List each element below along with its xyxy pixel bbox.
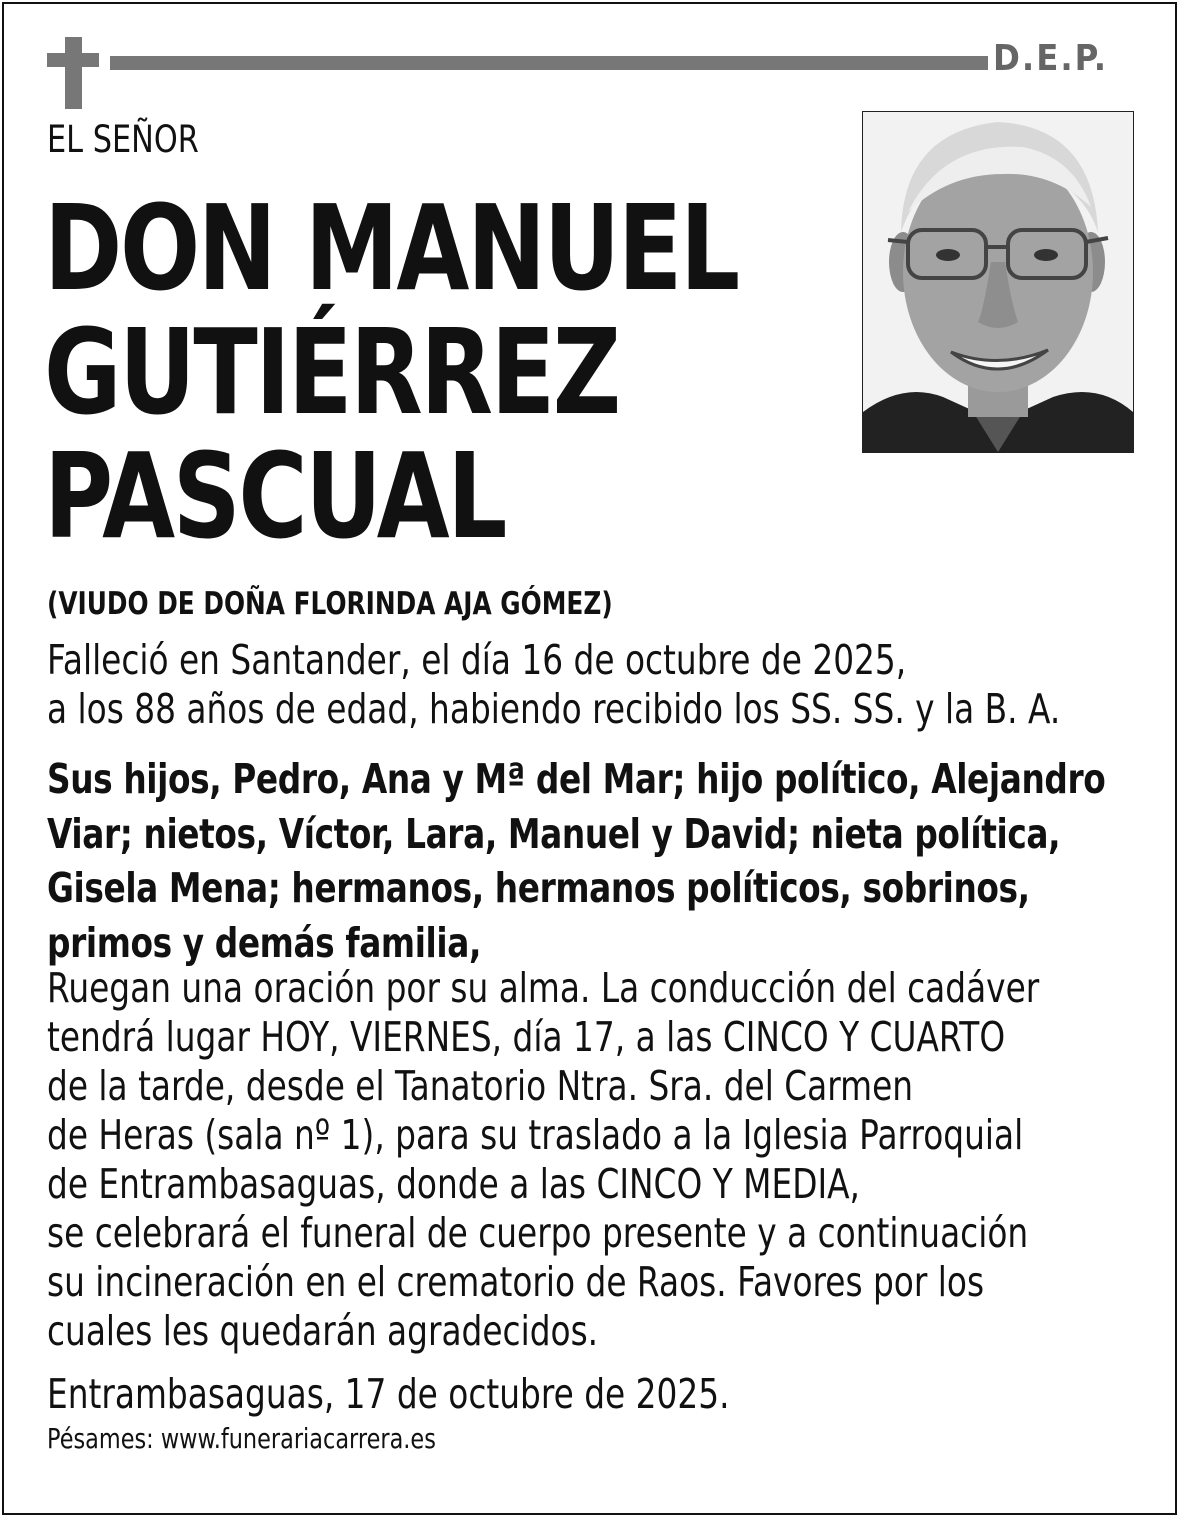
family-paragraph xyxy=(47,752,1105,970)
text-line: su incineración en el crematorio de Raos. Favores por los xyxy=(47,1258,985,1306)
text-line: Sus hijos, Pedro, Ana y Mª del Mar; hijo político, Alejandro xyxy=(47,755,1106,803)
text-line: cuales les quedarán agradecidos. xyxy=(47,1307,599,1355)
place-date: Entrambasaguas, 17 de octubre de 2025. xyxy=(47,1370,730,1418)
text-line: de Entrambasaguas, donde a las CINCO Y MEDIA, xyxy=(47,1160,860,1208)
name-line: DON MANUEL xyxy=(44,179,738,317)
text-line: se celebrará el funeral de cuerpo presente y a continuación xyxy=(47,1209,1029,1257)
cross-icon xyxy=(47,37,99,109)
text-line: de la tarde, desde el Tanatorio Ntra. Sra. del Carmen xyxy=(47,1062,914,1110)
text-line: Ruegan una oración por su alma. La conducción del cadáver xyxy=(47,964,1040,1012)
ceremony-paragraph xyxy=(47,964,1039,1356)
dep-label: D.E.P. xyxy=(993,38,1109,79)
portrait-photo xyxy=(862,111,1134,453)
text-line: tendrá lugar HOY, VIERNES, día 17, a las CINCO Y CUARTO xyxy=(47,1013,1006,1061)
condolences-link[interactable]: Pésames: www.funerariacarrera.es xyxy=(47,1422,436,1455)
text-line: Gisela Mena; hermanos, hermanos políticos, sobrinos, xyxy=(47,864,1030,912)
name-line: GUTIÉRREZ xyxy=(44,303,619,441)
title-prefix: EL SEÑOR xyxy=(47,118,199,161)
name-line: PASCUAL xyxy=(44,427,506,565)
death-paragraph xyxy=(47,636,1060,734)
text-line: Falleció en Santander, el día 16 de octubre de 2025, xyxy=(47,636,907,684)
text-line: Viar; nietos, Víctor, Lara, Manuel y David; nieta política, xyxy=(47,809,1061,858)
deceased-name xyxy=(44,179,738,565)
header-rule xyxy=(110,56,988,70)
text-line: primos y demás familia, xyxy=(47,918,482,967)
text-line: a los 88 años de edad, habiendo recibido los SS. SS. y la B. A. xyxy=(47,685,1061,733)
text-line: de Heras (sala nº 1), para su traslado a la Iglesia Parroquial xyxy=(47,1111,1024,1159)
widow-note: (VIUDO DE DOÑA FLORINDA AJA GÓMEZ) xyxy=(47,586,613,622)
